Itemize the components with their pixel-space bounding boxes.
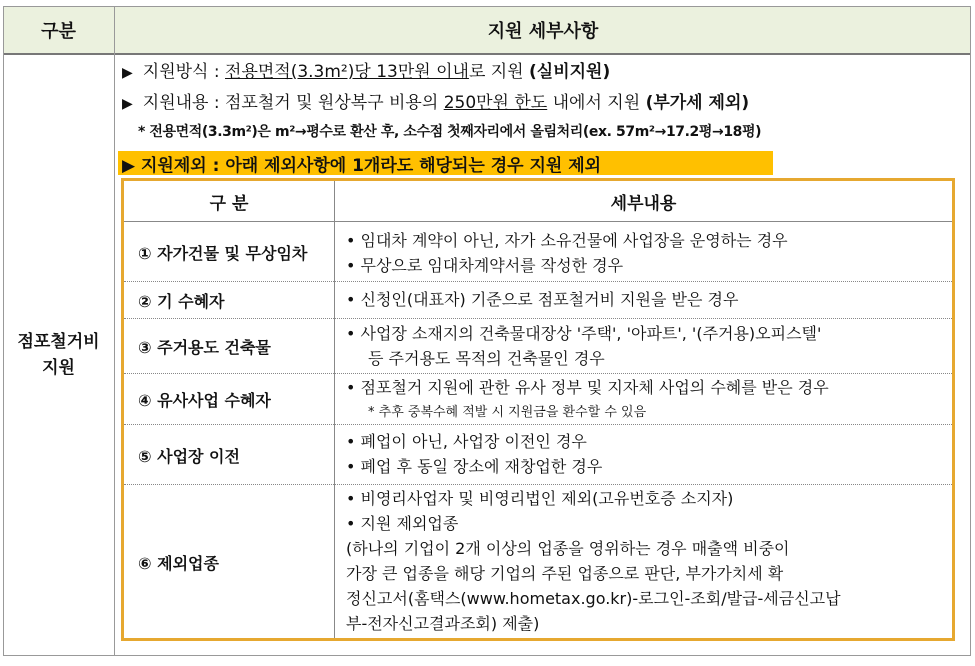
support-method-label: 지원방식 : [142,62,226,82]
exclusion-details [346,375,946,425]
exclusion-row-6 [124,484,952,639]
detail-line: • 사업장 소재지의 건축물대장상 '주택', '아파트', '(주거용)오피스텔' [346,324,822,343]
header-category: 구분 [41,20,76,42]
triangle-bullet-icon: ▶ [122,96,133,112]
exclusion-details [346,321,946,371]
exclusion-row-3 [124,318,952,374]
row-label-text: 점포철거비 지원 [17,331,100,378]
exclusion-header-details: 세부내용 [610,193,677,214]
support-method-amount: 전용면적(3.3m²)당 13만원 이내 [225,62,469,82]
header-details: 지원 세부사항 [487,20,599,42]
support-content-limit: 250만원 한도 [443,93,548,113]
support-content-text: 내에서 지원 [547,93,646,113]
exclusion-row-5 [124,424,952,485]
column-divider [114,6,115,656]
exclusion-row-1 [124,221,952,282]
exclusion-banner: ▶ 지원제외 : 아래 제외사항에 1개라도 해당되는 경우 지원 제외 [118,151,773,175]
support-method-text: 로 지원 [468,62,530,82]
exclusion-label: ⑥ 제외업종 [138,553,219,573]
exclusion-label: ③ 주거용도 건축물 [138,338,271,357]
support-content-line [122,88,749,113]
support-method-note: (실비지원) [529,62,611,82]
detail-line: (하나의 기업이 2개 이상의 업종을 영위하는 경우 매출액 비중이 [346,539,790,558]
exclusion-row-4 [124,373,952,425]
exclusion-label: ⑤ 사업장 이전 [138,446,240,466]
exclusion-details [346,486,946,636]
detail-line: 가장 큰 업종을 해당 기업의 주된 업종으로 판단, 부가가치세 확 [346,564,784,583]
support-content-note: (부가세 제외) [645,93,750,113]
support-method-line [122,57,610,82]
exclusion-row-2 [124,281,952,319]
exclusion-label: ④ 유사사업 수혜자 [138,391,271,410]
detail-line: 정신고서(홈택스(www.hometax.go.kr)-로그인-조회/발급-세금신고납 [346,589,841,608]
exclusion-details [346,287,946,312]
detail-line: • 무상으로 임대차계약서를 작성한 경우 [346,256,624,275]
detail-line: • 신청인(대표자) 기준으로 점포철거비 지원을 받은 경우 [346,290,739,309]
support-content-label: 지원내용 : 점포철거 및 원상복구 비용의 [142,93,444,113]
row-label [3,55,114,654]
detail-line: • 지원 제외업종 [346,514,459,533]
triangle-bullet-icon: ▶ [122,65,133,81]
detail-line: • 폐업이 아닌, 사업장 이전인 경우 [346,432,587,451]
exclusion-label: ② 기 수혜자 [138,292,225,311]
detail-note: * 추후 중복수혜 적발 시 지원금을 환수할 수 있음 [368,405,647,420]
detail-line: 등 주거용도 목적의 건축물인 경우 [368,349,605,368]
exclusion-header-category: 구 분 [209,193,249,214]
area-conversion-note: * 전용면적(3.3m²)은 m²→평수로 환산 후, 소수점 첫째자리에서 올림처리(ex. 57m²→17.2평→18평) [138,124,762,140]
exclusion-details [346,228,946,278]
exclusion-label: ① 자가건물 및 무상임차 [138,243,308,263]
exclusion-details [346,429,946,479]
exclusion-table-header [124,181,952,222]
detail-line: 부-전자신고결과조회) 제출) [346,614,540,633]
exclusion-table [121,178,955,641]
detail-line: • 점포철거 지원에 관한 유사 정부 및 지자체 사업의 수혜를 받은 경우 [346,378,829,397]
detail-line: • 비영리사업자 및 비영리법인 제외(고유번호증 소지자) [346,489,734,508]
detail-line: • 폐업 후 동일 장소에 재창업한 경우 [346,457,603,476]
detail-line: • 임대차 계약이 아닌, 자가 소유건물에 사업장을 운영하는 경우 [346,231,788,250]
